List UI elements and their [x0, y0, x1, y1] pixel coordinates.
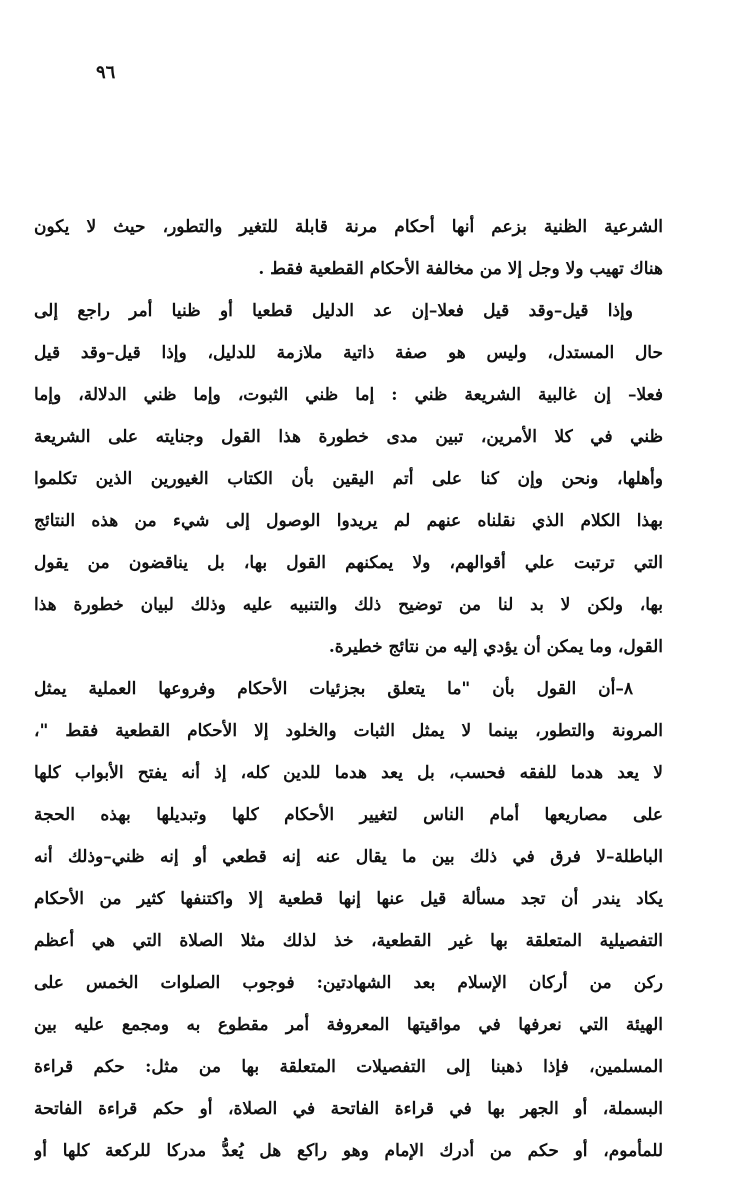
text-line: وإذا قيل–وقد قيل فعلا–إن عد الدليل قطعيا أو ظنيا أمر راجع إلى [34, 301, 633, 321]
text-line: الباطلة–لا فرق في ذلك بين ما يقال عنه إنه قطعي أو إنه ظني–وذلك أنه [34, 847, 663, 867]
text-line: هناك تهيب ولا وجل إلا من مخالفة الأحكام القطعية فقط . [258, 259, 663, 279]
text-line: للمأموم، أو حكم من أدرك الإمام وهو راكع هل يُعدُّ مدركا للركعة كلها أو [34, 1141, 663, 1161]
text-line: بها، ولكن لا بد لنا من توضيح ذلك والتنبيه عليه وذلك لبيان خطورة هذا [34, 595, 663, 615]
text-line: فعلا– إن غالبية الشريعة ظني : إما ظني الثبوت، وإما ظني الدلالة، وإما [34, 385, 663, 405]
text-line: على مصاريعها أمام الناس لتغيير الأحكام كلها وتبديلها بهذه الحجة [34, 805, 663, 825]
text-line: حال المستدل، وليس هو صفة ذاتية ملازمة للدليل، وإذا قيل–وقد قيل [34, 343, 663, 363]
text-line: ظني في كلا الأمرين، تبين مدى خطورة هذا القول وجنايته على الشريعة [34, 427, 663, 447]
text-line: البسملة، أو الجهر بها في قراءة الفاتحة في الصلاة، أو حكم قراءة الفاتحة [34, 1099, 663, 1119]
text-line: التفصيلية المتعلقة بها غير القطعية، خذ لذلك مثلا الصلاة التي هي أعظم [34, 931, 663, 951]
page-number: ٩٦ [96, 62, 116, 83]
text-line: وأهلها، ونحن وإن كنا على أتم اليقين بأن الكتاب الغيورين الذين تكلموا [34, 469, 663, 489]
text-line: القول، وما يمكن أن يؤدي إليه من نتائج خطيرة. [328, 637, 663, 657]
text-line: المسلمين، فإذا ذهبنا إلى التفصيلات المتعلقة بها من مثل: حكم قراءة [34, 1057, 663, 1077]
text-line: ٨–أن القول بأن "ما يتعلق بجزئيات الأحكام وفروعها العملية يمثل [34, 679, 633, 699]
text-line: الهيئة التي نعرفها في مواقيتها المعروفة أمر مقطوع به ومجمع عليه بين [34, 1015, 663, 1035]
text-line: لا يعد هدما للفقه فحسب، بل يعد هدما للدين كله، إذ أنه يفتح الأبواب كلها [34, 763, 663, 783]
text-line: ركن من أركان الإسلام بعد الشهادتين: فوجوب الصلوات الخمس على [34, 973, 663, 993]
text-line: التي ترتبت علي أقوالهم، ولا يمكنهم القول بها، بل يناقضون من يقول [34, 553, 663, 573]
text-line: بهذا الكلام الذي نقلناه عنهم لم يريدوا الوصول إلى شيء من هذه النتائج [34, 511, 663, 531]
text-line: المرونة والتطور، بينما لا يمثل الثبات والخلود إلا الأحكام القطعية فقط "، [34, 721, 663, 741]
text-line: الشرعية الظنية بزعم أنها أحكام مرنة قابلة للتغير والتطور، حيث لا يكون [34, 217, 663, 237]
body-text [34, 206, 663, 1172]
text-line: يكاد يندر أن تجد مسألة قيل عنها إنها قطعية إلا واكتنفها كثير من الأحكام [34, 889, 663, 909]
